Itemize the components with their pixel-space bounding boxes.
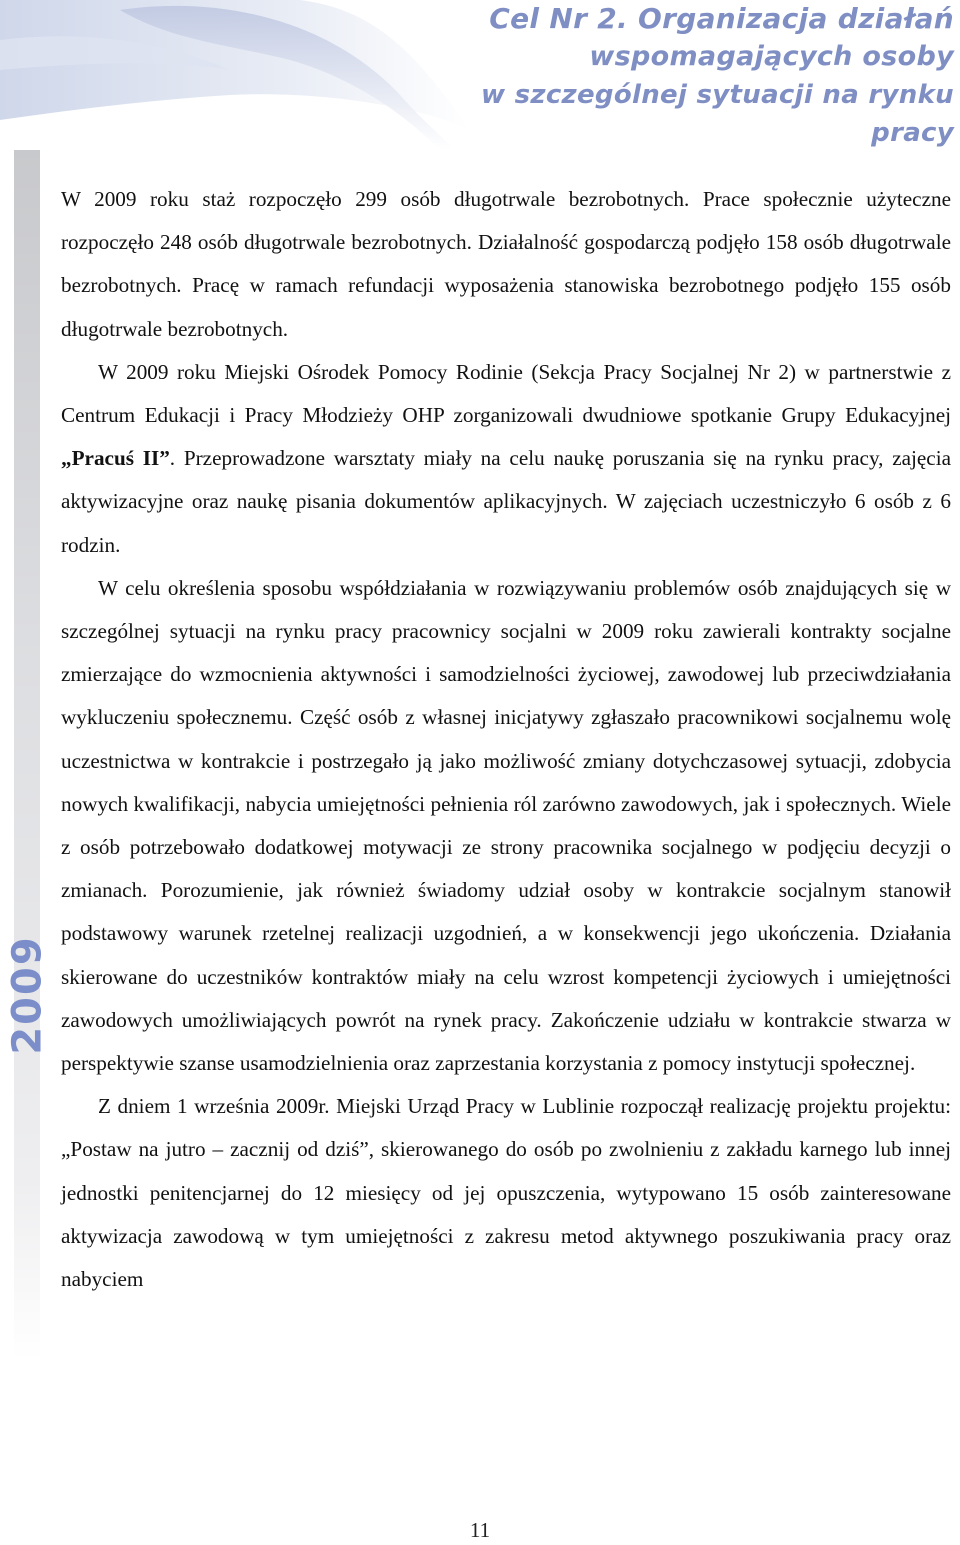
header-title bbox=[434, 0, 954, 152]
paragraph-3-text: W celu określenia sposobu współdziałania w rozwiązywaniu problemów osób znajdujących się w szczególnej sytuacji na rynku pracy pracownicy socjalni w 2009 roku zawierali kontrakty socjalne zmierzające do wzmocnienia aktywności i samodzielności życiowej, zawodowej lub przeciwdziałania wykluczeniu społecznemu. Część osób z własnej inicjatywy zgłaszało pracownikowi socjalnemu wolę uczestnictwa w kontrakcie i postrzegało ją jako możliwość zmiany dotychczasowej sytuacji, zdobycia nowych kwalifikacji, nabycia umiejętności pełnienia ról zarówno zawodowych, jak i społecznych. Wiele z osób potrzebowało dodatkowej motywacji ze strony pracownika socjalnego w podjęciu decyzji o zmianach. Porozumienie, jak również świadomy udział osoby w kontrakcie socjalnym stanowił podstawowy warunek rzetelnej realizacji uzgodnień, a w konsekwencji jego ukończenia. Działania skierowane do uczestników kontraktów miały na celu wzrost kompetencji życiowych i umiejętności zawodowych umożliwiających powrót na rynek pracy. Zakończenie udziału w kontrakcie stwarza w perspektywie szanse usamodzielnienia oraz zaprzestania korzystania z pomocy instytucji społecznej. bbox=[61, 575, 951, 1076]
paragraph-3 bbox=[61, 567, 951, 1085]
paragraph-2-text-b: . Przeprowadzone warsztaty miały na celu naukę poruszania się na rynku pracy, zajęcia aktywizacyjne oraz naukę pisania dokumentów aplikacyjnych. W zajęciach uczestniczyło 6 osób z 6 rodzin. bbox=[61, 446, 951, 557]
side-year-label bbox=[4, 935, 52, 1055]
paragraph-4-text: Z dniem 1 września 2009r. Miejski Urząd Pracy w Lublinie rozpoczął realizację projektu projektu: „Postaw na jutro – zacznij od dziś”, skierowanego do osób po zwolnieniu z zakładu karnego lub innej jednostki penitencjarnej do 12 miesięcy od jej opuszczenia, wytypowano 15 osób zainteresowane aktywizacja zawodową w tym umiejętności z zakresu metod aktywnego poszukiwania pracy oraz nabyciem bbox=[61, 1094, 951, 1292]
page-number: 11 bbox=[469, 1518, 491, 1542]
body-text bbox=[61, 178, 951, 1301]
side-year-text: 2009 bbox=[5, 935, 52, 1055]
paragraph-1-text: W 2009 roku staż rozpoczęło 299 osób długotrwale bezrobotnych. Prace społecznie użyteczne rozpoczęło 248 osób długotrwale bezrobotnych. Działalność gospodarczą podjęło 158 osób długotrwale bezrobotnych. Pracę w ramach refundacji wyposażenia stanowiska bezrobotnego podjęło 155 osób długotrwale bezrobotnych. bbox=[61, 187, 951, 341]
header-title-line-3: w szczególnej sytuacji na rynku pracy bbox=[480, 80, 954, 148]
side-decor-bar bbox=[14, 150, 40, 1360]
paragraph-2-text-a: W 2009 roku Miejski Ośrodek Pomocy Rodinie (Sekcja Pracy Socjalnej Nr 2) w partnerstwie z Centrum Edukacji i Pracy Młodzieży OHP zorganizowali dwudniowe spotkanie Grupy Edukacyjnej bbox=[61, 359, 951, 428]
paragraph-2 bbox=[61, 351, 951, 567]
paragraph-2-bold-name: „Pracuś II” bbox=[61, 446, 170, 471]
header-title-line-2: wspomagających osoby bbox=[589, 41, 954, 72]
header-title-line-1: Cel Nr 2. Organizacja działań bbox=[489, 2, 954, 35]
paragraph-4 bbox=[61, 1085, 951, 1301]
paragraph-1 bbox=[61, 178, 951, 351]
